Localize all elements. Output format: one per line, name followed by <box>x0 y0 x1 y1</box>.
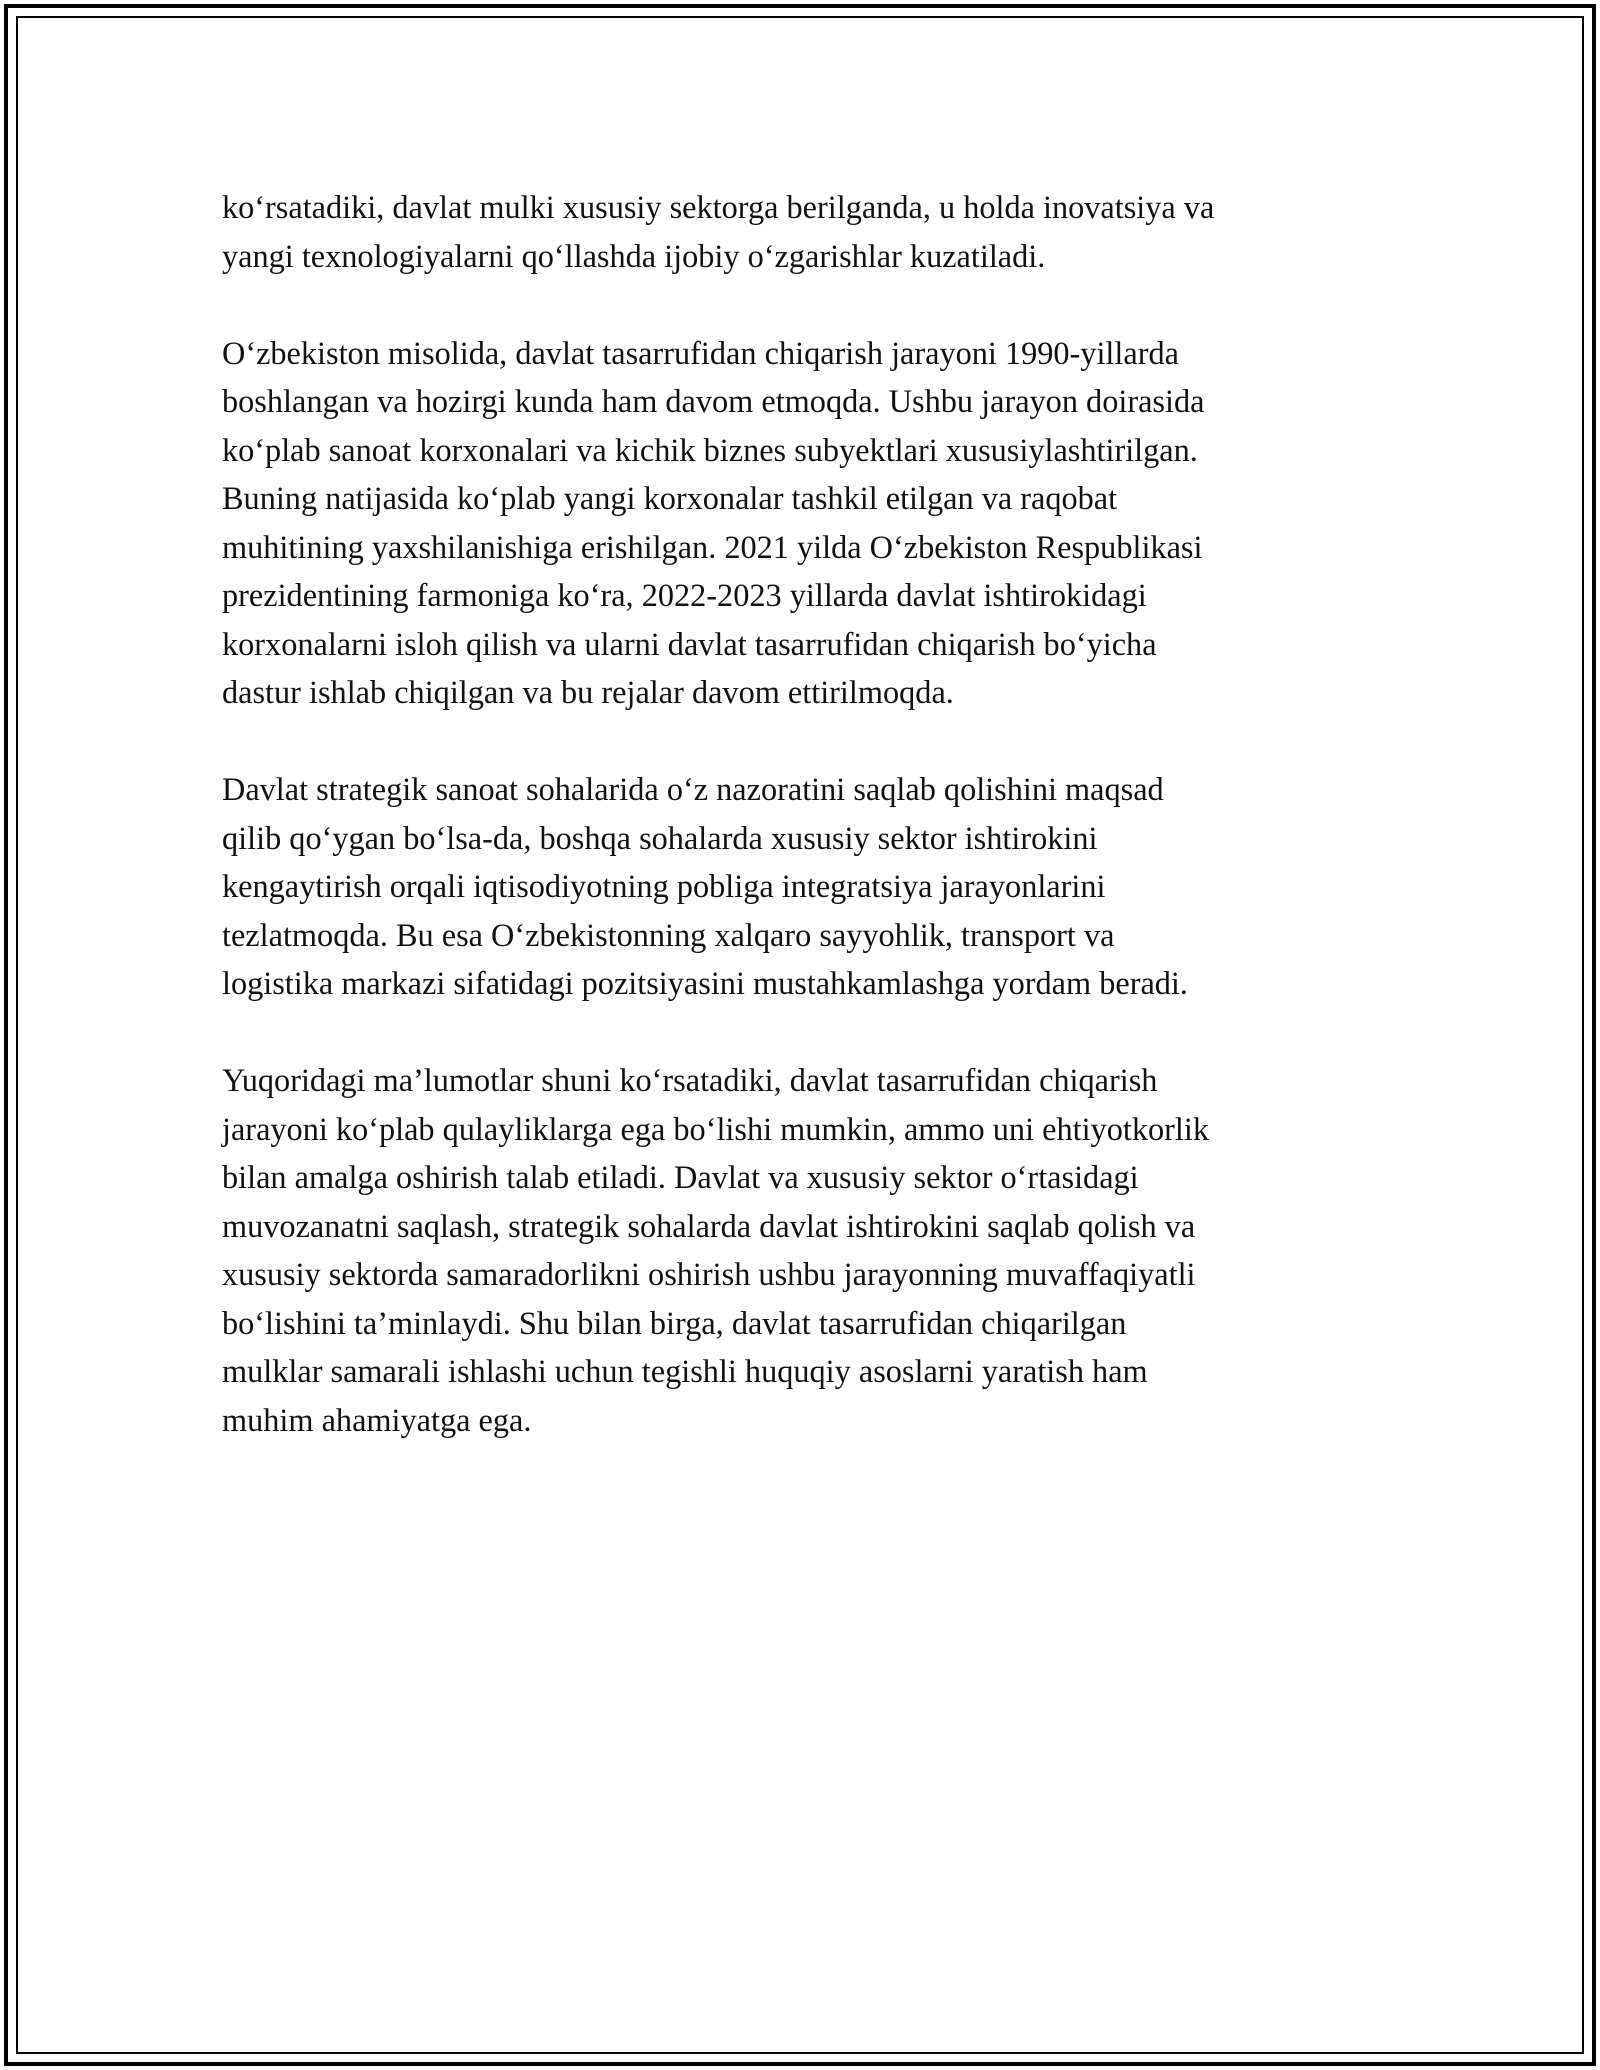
paragraph-4: Yuqoridagi ma’lumotlar shuni ko‘rsatadiki, davlat tasarrufidan chiqarish jarayoni ko‘plab qulayliklarga ega bo‘lishi mumkin, ammo uni ehtiyotkorlik bilan amalga oshirish talab etiladi. Davlat va xususiy sektor o‘rtasidagi muvozanatni saqlash, strategik sohalarda davlat ishtirokini saqlab qolish va xususiy sektorda samaradorlikni oshirish ushbu jarayonning muvaffaqiyatli bo‘lishini ta’minlaydi. Shu bilan birga, davlat tasarrufidan chiqarilgan mulklar samarali ishlashi uchun tegishli huquqiy asoslarni yaratish ham muhim ahamiyatga ega. <box>222 1062 1209 1438</box>
paragraph-3: Davlat strategik sanoat sohalarida o‘z nazoratini saqlab qolishini maqsad qilib qo‘ygan bo‘lsa-da, boshqa sohalarda xususiy sektor ishtirokini kengaytirish orqali iqtisodiyotning pobliga integratsiya jarayonlarini tezlatmoqda. Bu esa O‘zbekistonning xalqaro sayyohlik, transport va logistika markazi sifatidagi pozitsiyasini mustahkamlashga yordam beradi. <box>222 771 1188 1001</box>
document-body <box>222 183 1372 1493</box>
paragraph-1: ko‘rsatadiki, davlat mulki xususiy sektorga berilganda, u holda inovatsiya va yangi texnologiyalarni qo‘llashda ijobiy o‘zgarishlar kuzatiladi. <box>222 189 1215 274</box>
paragraph-2: O‘zbekiston misolida, davlat tasarrufidan chiqarish jarayoni 1990-yillarda boshlangan va hozirgi kunda ham davom etmoqda. Ushbu jarayon doirasida ko‘plab sanoat korxonalari va kichik biznes subyektlari xususiylashtirilgan. Buning natijasida ko‘plab yangi korxonalar tashkil etilgan va raqobat muhitining yaxshilanishiga erishilgan. 2021 yilda O‘zbekiston Respublikasi prezidentining farmoniga ko‘ra, 2022-2023 yillarda davlat ishtirokidagi korxonalarni isloh qilish va ularni davlat tasarrufidan chiqarish bo‘yicha dastur ishlab chiqilgan va bu rejalar davom ettirilmoqda. <box>222 334 1205 710</box>
